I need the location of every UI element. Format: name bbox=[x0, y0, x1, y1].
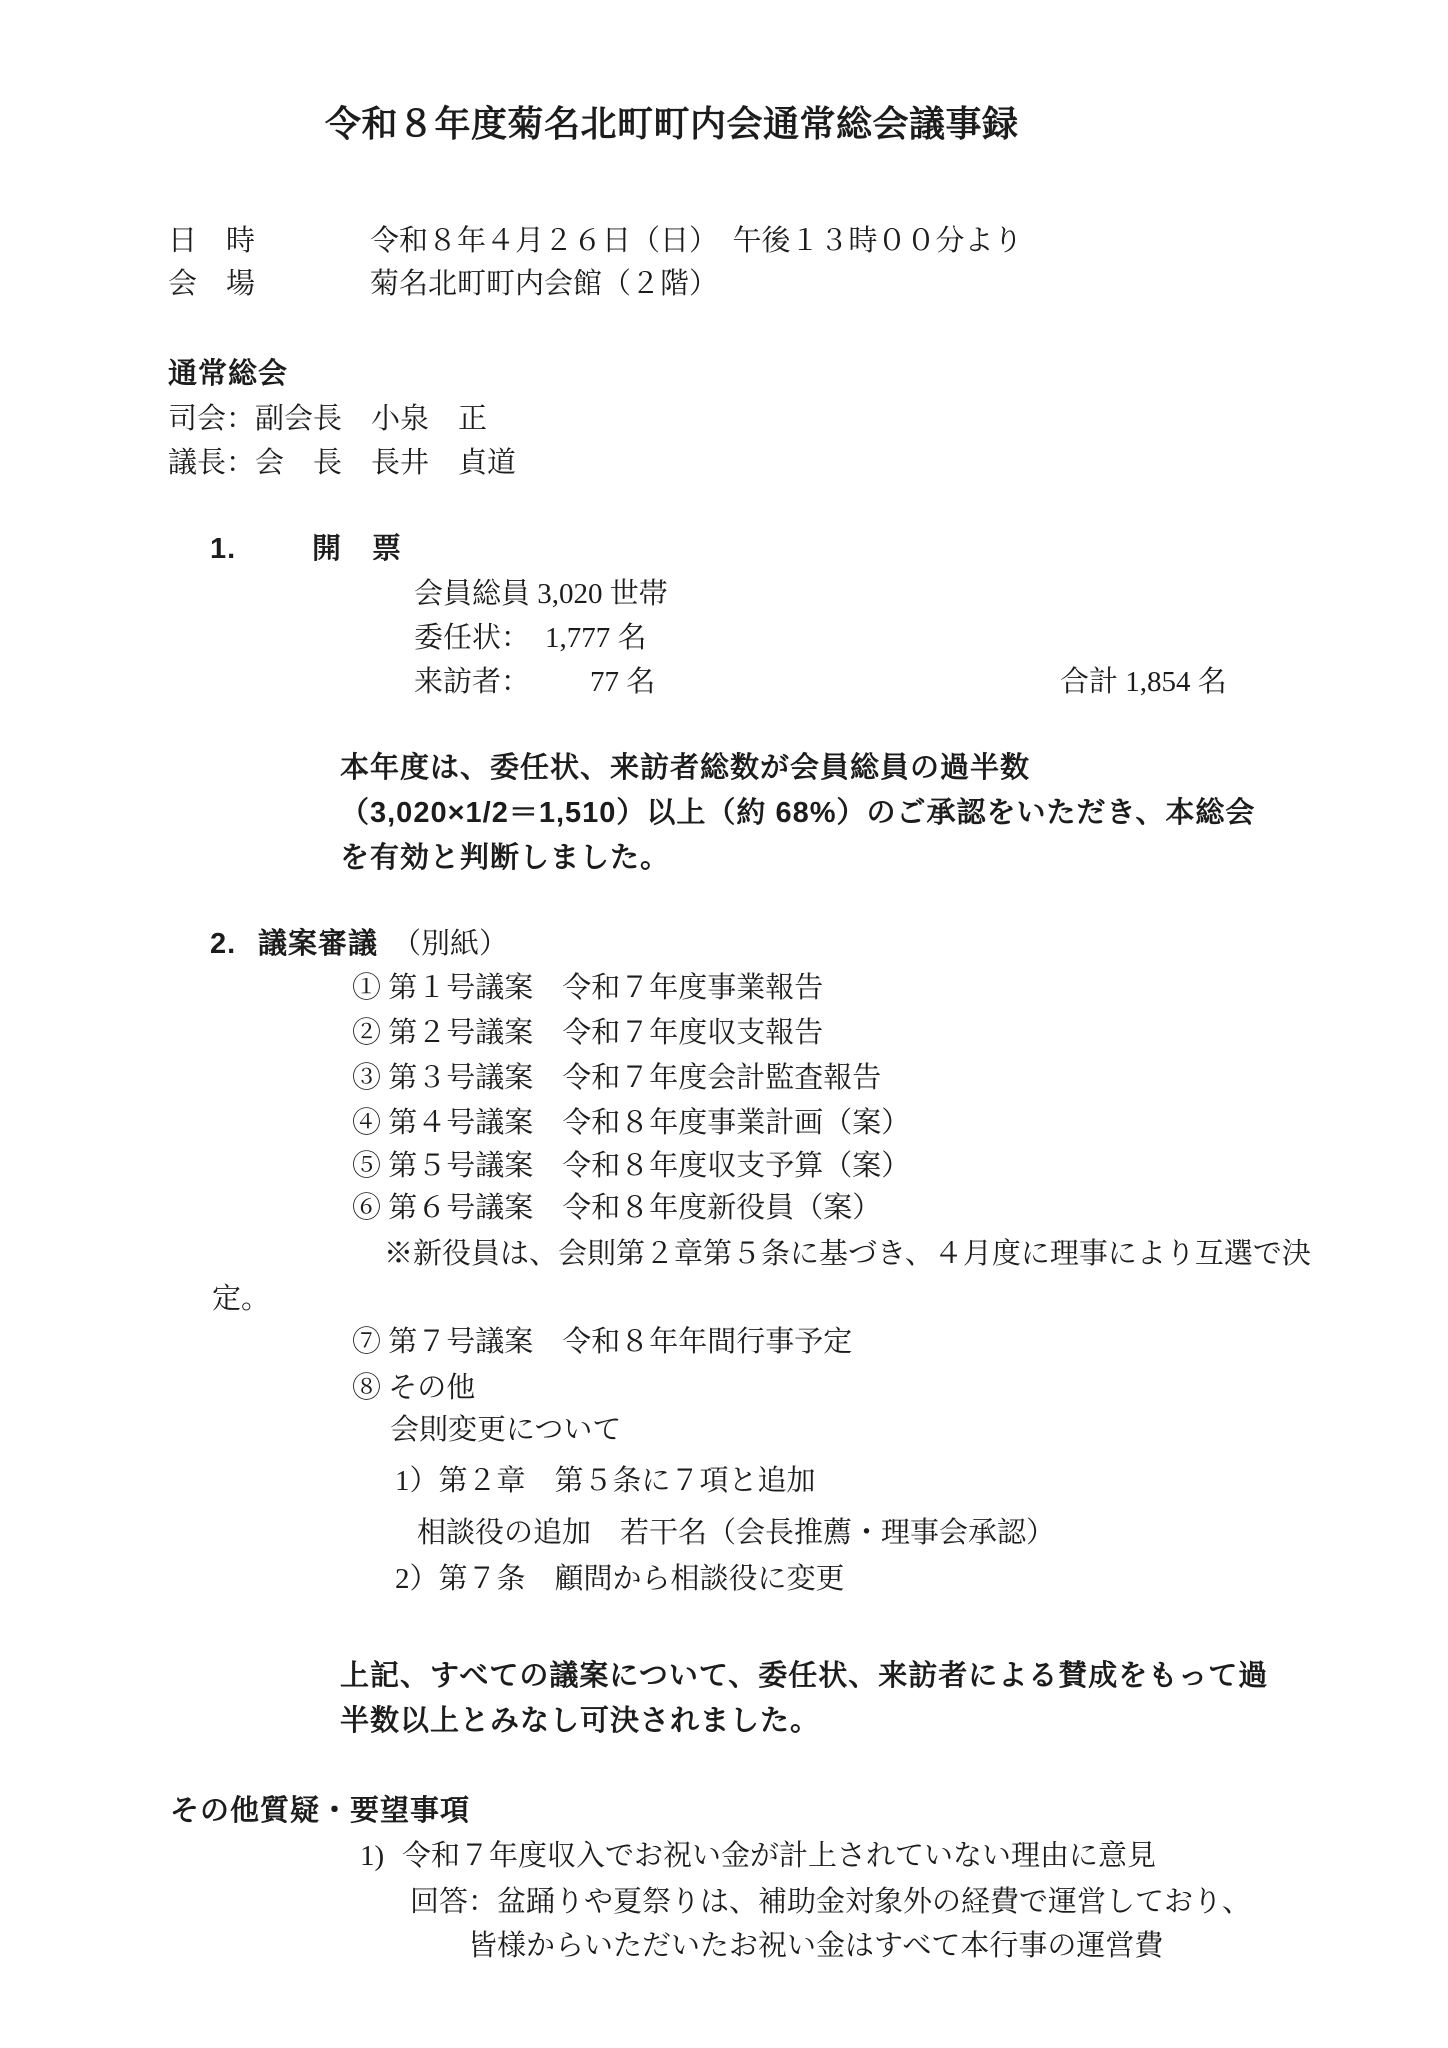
venue-value: 菊名北町町内会館（２階） bbox=[370, 268, 719, 300]
agenda-footnote-line-2: 定。 bbox=[212, 1283, 271, 1315]
qa-heading: その他質疑・要望事項 bbox=[170, 1795, 471, 1827]
agenda-item-1: ① 第１号議案 令和７年度事業報告 bbox=[352, 972, 824, 1004]
venue-label: 会 場 bbox=[168, 268, 256, 300]
validity-line-1: 本年度は、委任状、来訪者総数が会員総員の過半数 bbox=[340, 752, 1031, 784]
resolution-line-2: 半数以上とみなし可決されました。 bbox=[340, 1705, 821, 1737]
agenda-heading: 議案審議 bbox=[258, 928, 379, 960]
visitor-value: 77 名 bbox=[590, 666, 656, 698]
section1-number: 1. bbox=[210, 533, 237, 565]
section1-heading: 開 票 bbox=[312, 533, 403, 565]
members-total-line: 会員総員 3,020 世帯 bbox=[414, 578, 668, 610]
agenda-heading-note: （別紙） bbox=[392, 928, 509, 960]
agenda-item-4: ④ 第４号議案 令和８年度事業計画（案） bbox=[352, 1107, 911, 1139]
total-line: 合計 1,854 名 bbox=[1060, 666, 1227, 698]
qa-question-text: 令和７年度収入でお祝い金が計上されていない理由に意見 bbox=[402, 1840, 1157, 1872]
agenda-item-2: ② 第２号議案 令和７年度収支報告 bbox=[352, 1017, 824, 1049]
proxy-label: 委任状： bbox=[414, 622, 531, 654]
section2-number: 2. bbox=[210, 928, 237, 960]
date-label: 日 時 bbox=[168, 225, 256, 257]
validity-line-3: を有効と判断しました。 bbox=[340, 842, 671, 874]
agenda-footnote-line-1: ※新役員は、会則第２章第５条に基づき、４月度に理事により互選で決 bbox=[384, 1238, 1311, 1270]
meeting-heading: 通常総会 bbox=[168, 358, 289, 390]
resolution-line-1: 上記、すべての議案について、委任状、来訪者による賛成をもって過 bbox=[340, 1660, 1269, 1692]
rule-change-heading: 会則変更について bbox=[390, 1414, 622, 1446]
agenda-item-6: ⑥ 第６号議案 令和８年度新役員（案） bbox=[352, 1192, 882, 1224]
rule-change-item-2: 2）第７条 顧問から相談役に変更 bbox=[395, 1563, 845, 1595]
agenda-item-5: ⑤ 第５号議案 令和８年度収支予算（案） bbox=[352, 1150, 911, 1182]
validity-line-2: （3,020×1/2＝1,510）以上（約 68%）のご承認をいただき、本総会 bbox=[340, 797, 1256, 829]
agenda-item-3: ③ 第３号議案 令和７年度会計監査報告 bbox=[352, 1062, 882, 1094]
visitor-label: 来訪者： bbox=[414, 666, 531, 698]
rule-change-item-1: 1）第２章 第５条に７項と追加 bbox=[395, 1465, 816, 1497]
qa-answer-line-2: 皆様からいただいたお祝い金はすべて本行事の運営費 bbox=[468, 1930, 1164, 1962]
agenda-item-7: ⑦ 第７号議案 令和８年年間行事予定 bbox=[352, 1326, 853, 1358]
qa-answer-line-1: 回答：盆踊りや夏祭りは、補助金対象外の経費で運営しており、 bbox=[410, 1886, 1252, 1918]
date-value: 令和８年４月２６日（日） 午後１３時００分より bbox=[370, 225, 1023, 257]
rule-change-item-1-detail: 相談役の追加 若干名（会長推薦・理事会承認） bbox=[417, 1517, 1056, 1549]
chairperson-line: 議長：会 長 長井 貞道 bbox=[168, 447, 517, 479]
moderator-line: 司会：副会長 小泉 正 bbox=[168, 403, 488, 435]
qa-question-number: 1) bbox=[360, 1840, 385, 1872]
agenda-item-8: ⑧ その他 bbox=[352, 1372, 476, 1404]
doc-title: 令和８年度菊名北町町内会通常総会議事録 bbox=[325, 104, 1019, 144]
proxy-value: 1,777 名 bbox=[545, 622, 647, 654]
